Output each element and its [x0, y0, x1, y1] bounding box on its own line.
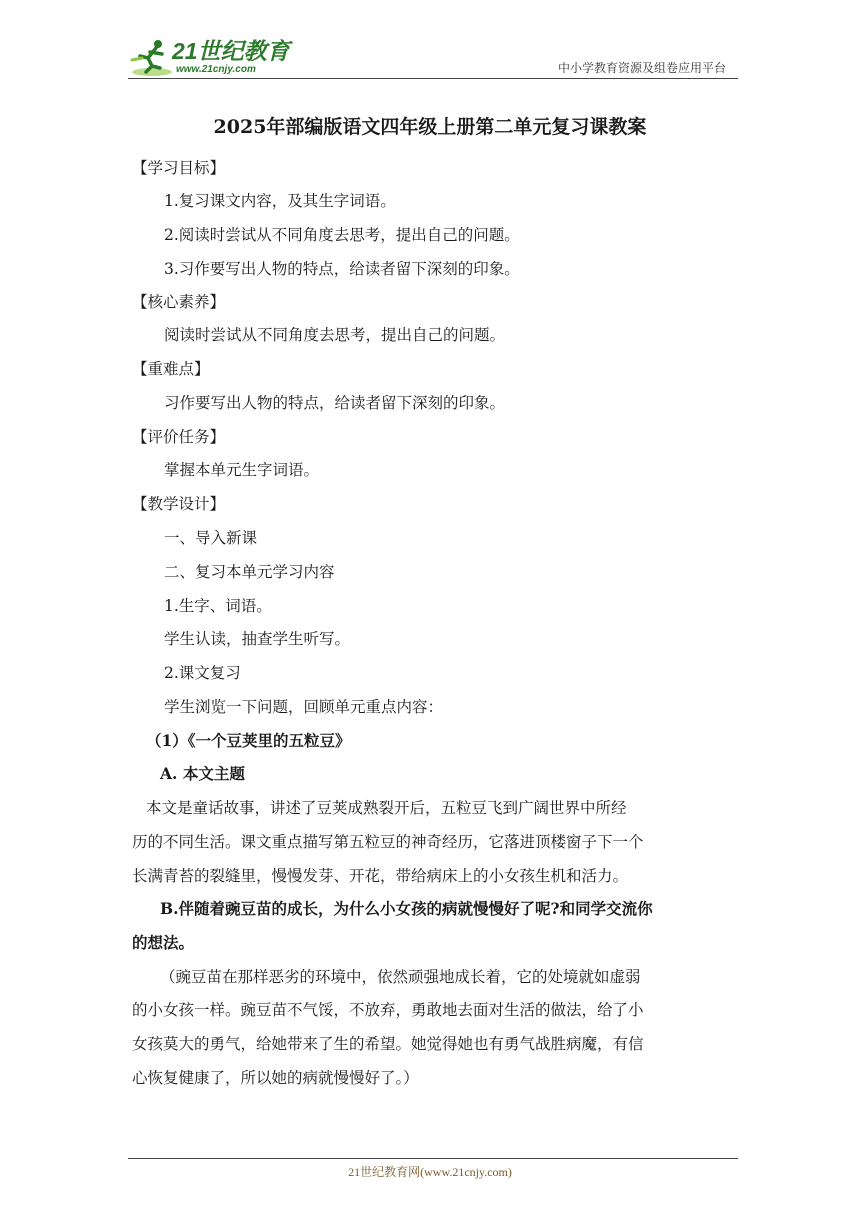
- paragraph-line: 本文是童话故事，讲述了豆荚成熟裂开后，五粒豆飞到广阔世界中所经: [146, 799, 627, 817]
- paragraph-line: 历的不同生活。课文重点描写第五粒豆的神奇经历，它落进顶楼窗子下一个: [132, 833, 644, 851]
- question-line: B.伴随着豌豆苗的成长，为什么小女孩的病就慢慢好了呢?和同学交流你: [160, 899, 653, 918]
- theme-heading: A. 本文主题: [160, 764, 245, 783]
- page-footer: 21世纪教育网(www.21cnjy.com): [348, 1165, 512, 1179]
- goals-heading: 【学习目标】: [132, 159, 226, 177]
- goal-item: 3.习作要写出人物的特点，给读者留下深刻的印象。: [164, 260, 520, 278]
- answer-line: 的小女孩一样。豌豆苗不气馁，不放弃，勇敢地去面对生活的做法，给了小: [132, 1001, 644, 1019]
- answer-line: 心恢复健康了，所以她的病就慢慢好了。）: [132, 1069, 419, 1087]
- goal-item: 1.复习课文内容，及其生字词语。: [164, 192, 396, 210]
- evaluation-text: 掌握本单元生字词语。: [164, 461, 320, 479]
- document-title: 2025年部编版语文四年级上册第二单元复习课教案: [213, 116, 647, 138]
- lesson-title: （1）《一个豆荚里的五粒豆》: [146, 731, 351, 750]
- site-logo: [128, 32, 298, 78]
- paragraph-line: 长满青苔的裂缝里，慢慢发芽、开花，带给病床上的小女孩生机和活力。: [132, 867, 629, 885]
- question-line: 的想法。: [132, 933, 195, 952]
- evaluation-heading: 【评价任务】: [132, 428, 226, 446]
- design-step: 一、导入新课: [164, 529, 258, 547]
- logo-url: www.21cnjy.com: [176, 64, 256, 75]
- platform-name: 中小学教育资源及组卷应用平台: [557, 61, 726, 75]
- goal-item: 2.阅读时尝试从不同角度去思考，提出自己的问题。: [164, 226, 520, 244]
- difficulty-heading: 【重难点】: [132, 360, 210, 378]
- literacy-heading: 【核心素养】: [132, 293, 226, 311]
- runner-logo-icon: [128, 38, 174, 78]
- design-substep-text: 学生浏览一下问题，回顾单元重点内容：: [164, 698, 444, 716]
- page-header: [128, 28, 738, 78]
- design-substep: 1.生字、词语。: [164, 597, 272, 615]
- design-substep-text: 学生认读，抽查学生听写。: [164, 630, 351, 648]
- header-divider: [128, 78, 738, 79]
- logo-text: 21世纪教育: [172, 38, 290, 64]
- difficulty-text: 习作要写出人物的特点，给读者留下深刻的印象。: [164, 394, 506, 412]
- literacy-text: 阅读时尝试从不同角度去思考，提出自己的问题。: [164, 326, 506, 344]
- answer-line: 女孩莫大的勇气，给她带来了生的希望。她觉得她也有勇气战胜病魔，有信: [132, 1035, 644, 1053]
- footer-divider: [128, 1158, 738, 1159]
- answer-line: （豌豆苗在那样恶劣的环境中，依然顽强地成长着，它的处境就如虚弱: [160, 968, 641, 986]
- design-heading: 【教学设计】: [132, 495, 226, 513]
- design-step: 二、复习本单元学习内容: [164, 563, 335, 581]
- design-substep: 2.课文复习: [164, 664, 241, 682]
